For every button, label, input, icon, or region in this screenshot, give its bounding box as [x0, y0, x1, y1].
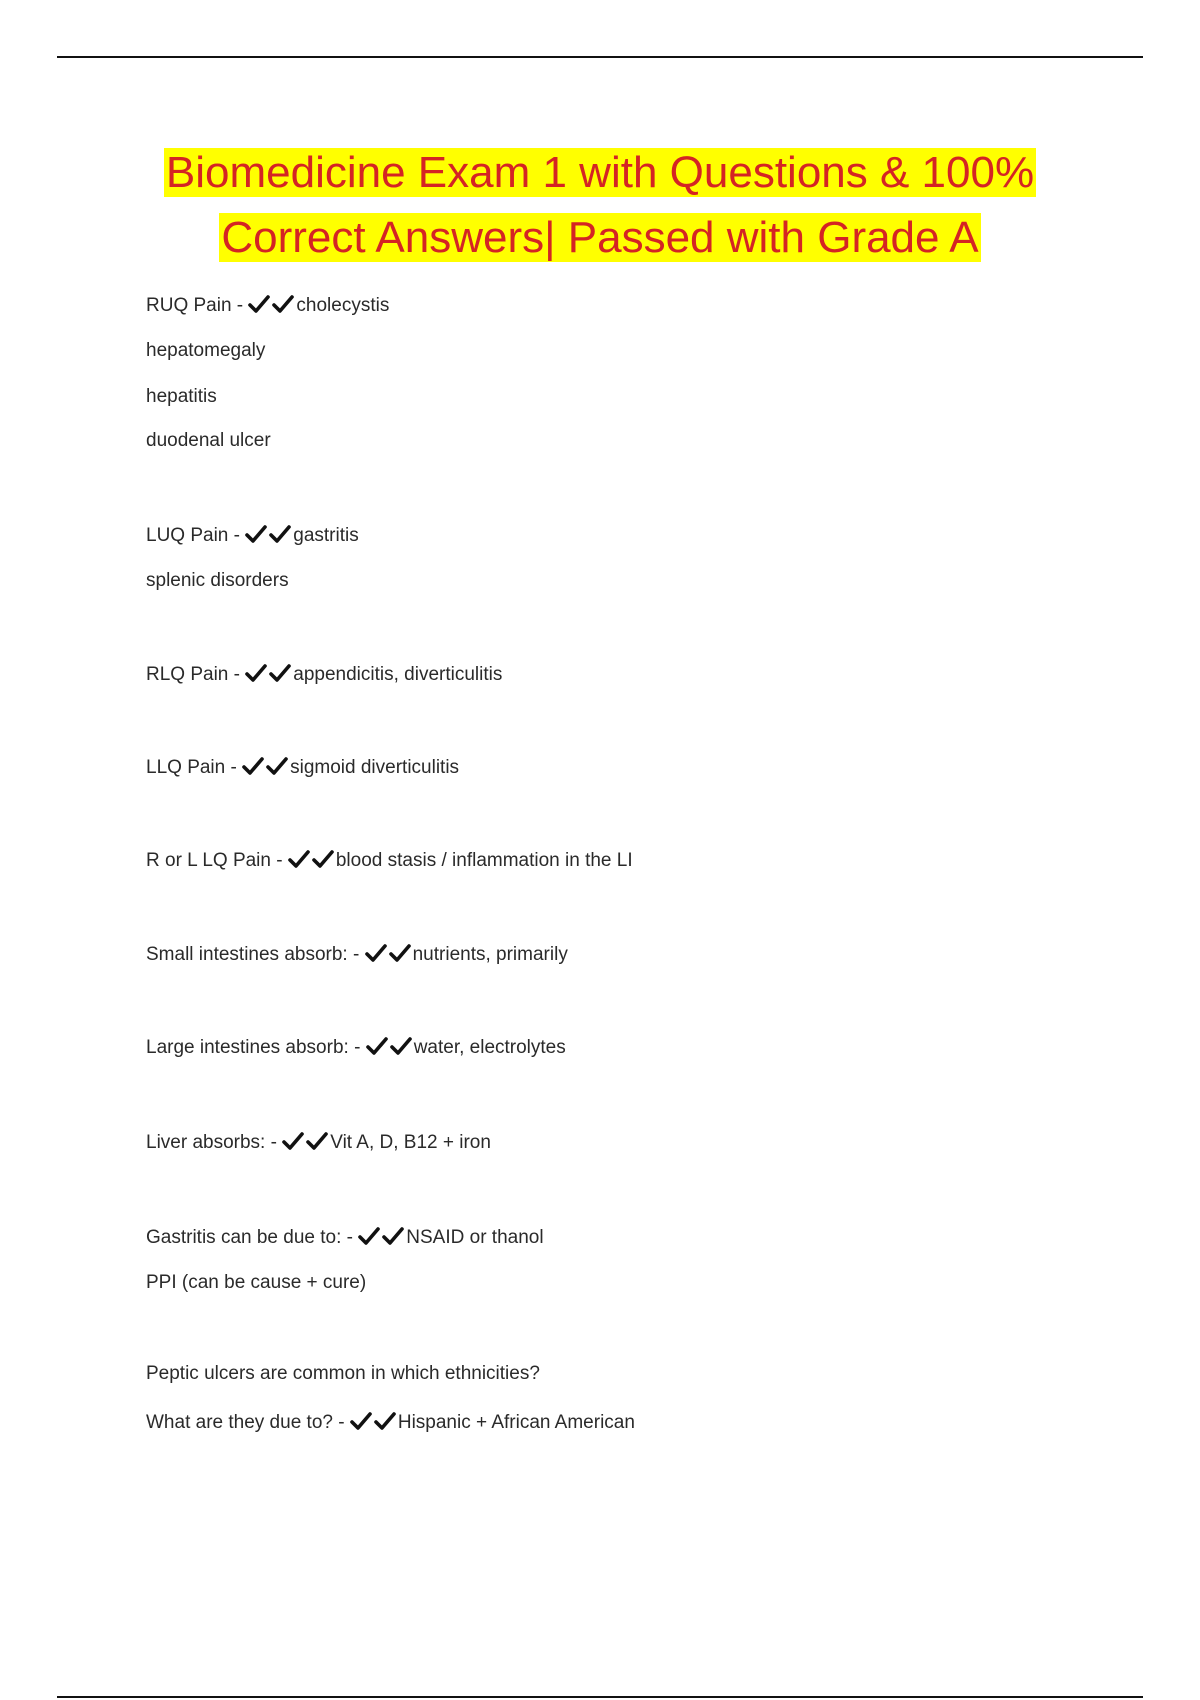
check-icon: [248, 294, 272, 314]
qa-continuation: hepatitis: [146, 386, 217, 407]
question-text: Large intestines absorb: -: [146, 1037, 361, 1058]
qa-continuation: duodenal ulcer: [146, 430, 271, 451]
qa-line: [146, 942, 568, 968]
qa-line: [146, 662, 502, 688]
check-icon: [389, 943, 413, 963]
answer-text: sigmoid diverticulitis: [290, 757, 460, 778]
answer-text: NSAID or thanol: [406, 1227, 544, 1248]
check-icon: [374, 1411, 398, 1431]
answer-text: appendicitis, diverticulitis: [293, 664, 503, 685]
question-text: LLQ Pain -: [146, 757, 237, 778]
question-text: Liver absorbs: -: [146, 1132, 277, 1153]
check-icon: [272, 294, 296, 314]
question-text: Small intestines absorb: -: [146, 944, 360, 965]
bottom-rule: [57, 1696, 1143, 1698]
answer-text: Hispanic + African American: [397, 1412, 635, 1433]
title-line-2: Correct Answers| Passed with Grade A: [221, 213, 979, 262]
check-icon: [269, 524, 293, 544]
answer-text: water, electrolytes: [413, 1037, 566, 1058]
check-icon: [358, 1226, 382, 1246]
answer-text: blood stasis / inflammation in the LI: [335, 850, 633, 871]
check-icon: [366, 1036, 390, 1056]
qa-line: [146, 523, 359, 549]
question-text: RLQ Pain -: [146, 664, 240, 685]
answer-text: gastritis: [293, 525, 359, 546]
check-icon: [306, 1131, 330, 1151]
check-icon: [288, 849, 312, 869]
check-icon: [245, 524, 269, 544]
check-icon: [269, 663, 293, 683]
check-icon: [365, 943, 389, 963]
check-icon: [242, 756, 266, 776]
question-text: LUQ Pain -: [146, 525, 240, 546]
top-rule: [57, 56, 1143, 58]
title-line-1: Biomedicine Exam 1 with Questions & 100%: [165, 148, 1035, 197]
question-text: R or L LQ Pain -: [146, 850, 283, 871]
check-icon: [245, 663, 269, 683]
qa-line: [146, 848, 633, 874]
question-text: RUQ Pain -: [146, 295, 244, 316]
qa-line: [146, 1130, 491, 1156]
qa-line: [146, 1035, 566, 1061]
qa-continuation: hepatomegaly: [146, 340, 266, 361]
check-icon: [312, 849, 336, 869]
document-title: [0, 140, 1200, 270]
check-icon: [350, 1411, 374, 1431]
qa-line: [146, 293, 389, 319]
answer-text: nutrients, primarily: [412, 944, 568, 965]
qa-line: [146, 1410, 635, 1436]
answer-text: cholecystis: [296, 295, 390, 316]
check-icon: [382, 1226, 406, 1246]
check-icon: [266, 756, 290, 776]
question-text: Gastritis can be due to: -: [146, 1227, 353, 1248]
qa-continuation: Peptic ulcers are common in which ethnicities?: [146, 1363, 540, 1384]
question-text: What are they due to? -: [146, 1412, 345, 1433]
check-icon: [390, 1036, 414, 1056]
answer-text: Vit A, D, B12 + iron: [330, 1132, 491, 1153]
qa-line: [146, 1225, 544, 1251]
qa-line: [146, 755, 459, 781]
qa-continuation: splenic disorders: [146, 570, 289, 591]
check-icon: [282, 1131, 306, 1151]
qa-continuation: PPI (can be cause + cure): [146, 1272, 367, 1293]
